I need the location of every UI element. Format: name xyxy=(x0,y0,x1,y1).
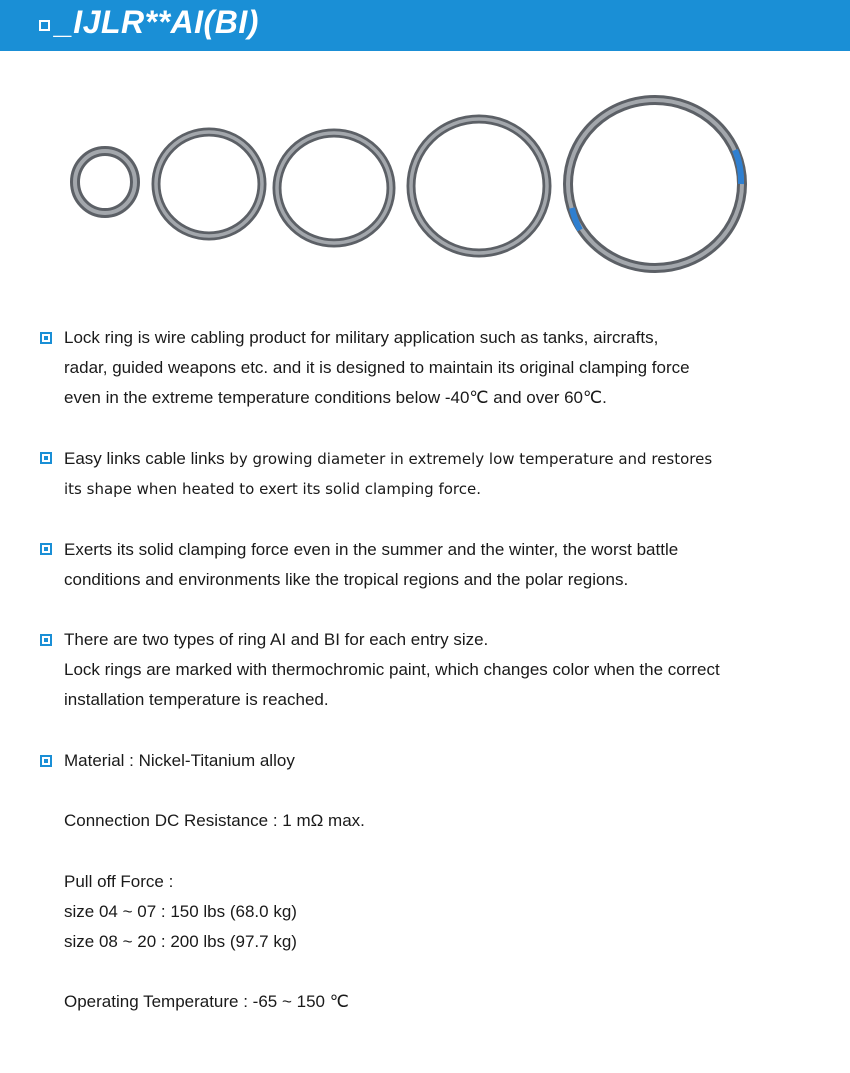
page-title: _IJLR**AI(BI) xyxy=(55,4,259,40)
paragraph-line: Exerts its solid clamping force even in the summer and the winter, the worst battle xyxy=(64,540,679,559)
paragraph-text: Easy links cable links xyxy=(64,449,230,468)
bullet-icon xyxy=(40,634,52,646)
paragraph-line: Lock rings are marked with thermochromic paint, which changes color when the correct xyxy=(64,660,720,679)
bullet-icon xyxy=(40,755,52,767)
paragraph-line: its shape when heated to exert its solid clamping force. xyxy=(64,480,482,498)
bullet-icon xyxy=(40,543,52,555)
paragraph-line: Lock ring is wire cabling product for military application such as tanks, aircrafts, xyxy=(64,328,659,347)
bullet-icon xyxy=(40,452,52,464)
ring-size-1 xyxy=(75,151,135,213)
ring-size-5 xyxy=(568,100,742,268)
ring-size-3 xyxy=(277,133,391,243)
paragraph-line: There are two types of ring AI and BI for each entry size. xyxy=(64,630,489,649)
paragraph-line: conditions and environments like the tropical regions and the polar regions. xyxy=(64,570,629,589)
material-text: Material : Nickel-Titanium alloy xyxy=(64,751,295,770)
paragraph-line xyxy=(64,449,712,469)
paragraph-line: radar, guided weapons etc. and it is designed to maintain its original clamping force xyxy=(64,358,690,377)
pull-off-value: size 08 ~ 20 : 200 lbs (97.7 kg) xyxy=(64,932,297,951)
ring-size-2 xyxy=(156,132,262,236)
bullet-icon xyxy=(40,332,52,344)
header-bar xyxy=(0,0,850,51)
pull-off-value: size 04 ~ 07 : 150 lbs (68.0 kg) xyxy=(64,902,297,921)
paragraph-line: installation temperature is reached. xyxy=(64,690,329,709)
square-outline-icon xyxy=(39,20,50,31)
paragraph-text: by growing diameter in extremely low temperature and restores xyxy=(229,450,713,468)
operating-temperature-text: Operating Temperature : -65 ~ 150 ℃ xyxy=(64,992,349,1011)
lock-ring-image xyxy=(0,80,850,290)
pull-off-title: Pull off Force : xyxy=(64,872,174,891)
resistance-text: Connection DC Resistance : 1 mΩ max. xyxy=(64,811,365,830)
ring-size-4 xyxy=(411,119,547,253)
paragraph-line: even in the extreme temperature conditions below -40℃ and over 60℃. xyxy=(64,388,607,407)
